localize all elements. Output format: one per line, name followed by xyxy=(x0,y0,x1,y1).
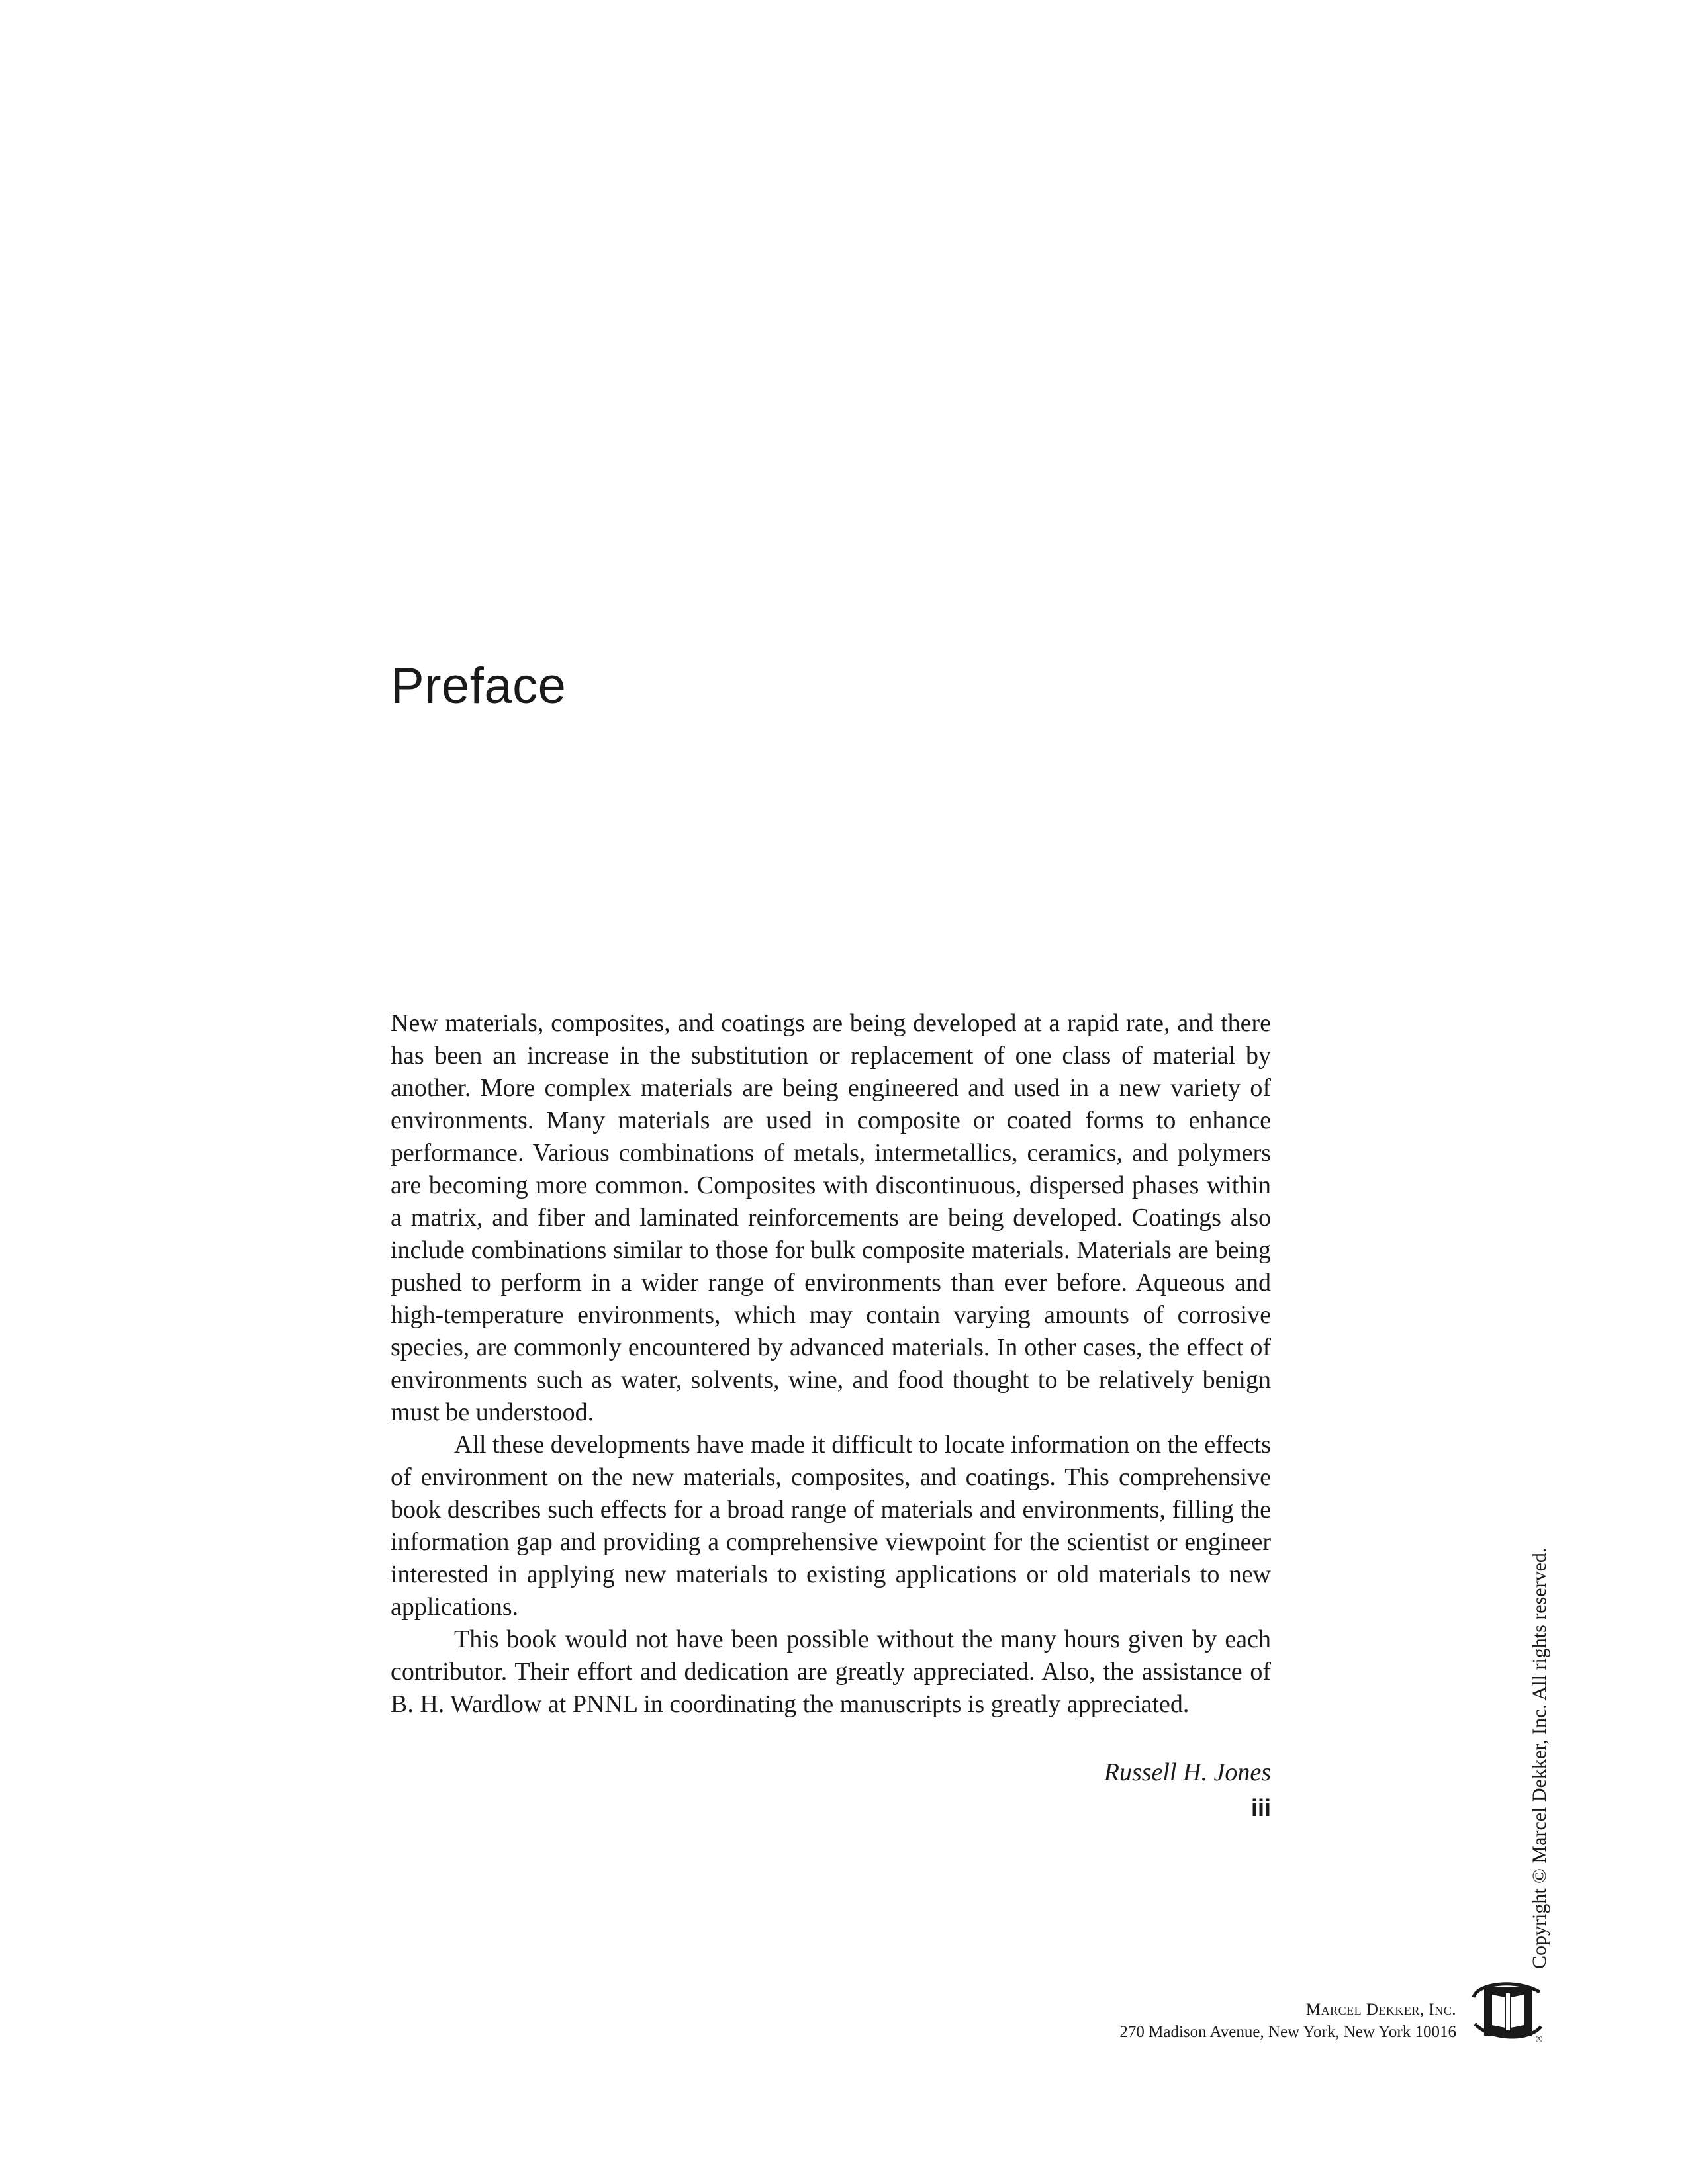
page-number: iii xyxy=(1250,1794,1271,1821)
preface-body xyxy=(391,1007,1271,1721)
paragraph-2: All these developments have made it difficult to locate information on the effects of environment on the new materials, composites, and coatings. This comprehensive book describes such effects for a broad range of materials and environments, filling the information gap and providing a comprehensive viewpoint for the scientist or engineer interested in applying new materials to existing applications or old materials to new applications. xyxy=(391,1431,1271,1621)
publisher-address: 270 Madison Avenue, New York, New York 10016 xyxy=(1119,2023,1456,2041)
registered-mark: ® xyxy=(1534,2034,1544,2044)
author-signature: Russell H. Jones xyxy=(1103,1758,1271,1786)
copyright-notice: Copyright © Marcel Dekker, Inc. All rights reserved. xyxy=(1528,1547,1550,1969)
publisher-logo-icon xyxy=(1471,1978,1544,2044)
publisher-name: Marcel Dekker, Inc. xyxy=(1305,2001,1456,2019)
publisher-info xyxy=(1119,1999,1456,2044)
paragraph-1: New materials, composites, and coatings are being developed at a rapid rate, and there has been an increase in the substitution or replacement of one class of material by another. More complex materials are being engineered and used in a new variety of environments. Many materials are used in composite or coated forms to enhance performance. Various combinations of metals, intermetallics, ceramics, and polymers are becoming more common. Composites with discontinuous, dispersed phases within a matrix, and fiber and laminated reinforcements are being developed. Coatings also include combinations similar to those for bulk composite materials. Materials are being pushed to perform in a wider range of environments than ever before. Aqueous and high-temperature environments, which may contain varying amounts of corrosive species, are commonly encountered by advanced materials. In other cases, the effect of environments such as water, solvents, wine, and food thought to be relatively benign must be understood. xyxy=(391,1009,1271,1426)
paragraph-3: This book would not have been possible without the many hours given by each contributor. Their effort and dedication are greatly appreciated. Also, the assistance of B. H. Wardlow at PNNL in coordinating the manuscripts is greatly appreciated. xyxy=(391,1625,1271,1718)
page-title: Preface xyxy=(391,657,567,714)
